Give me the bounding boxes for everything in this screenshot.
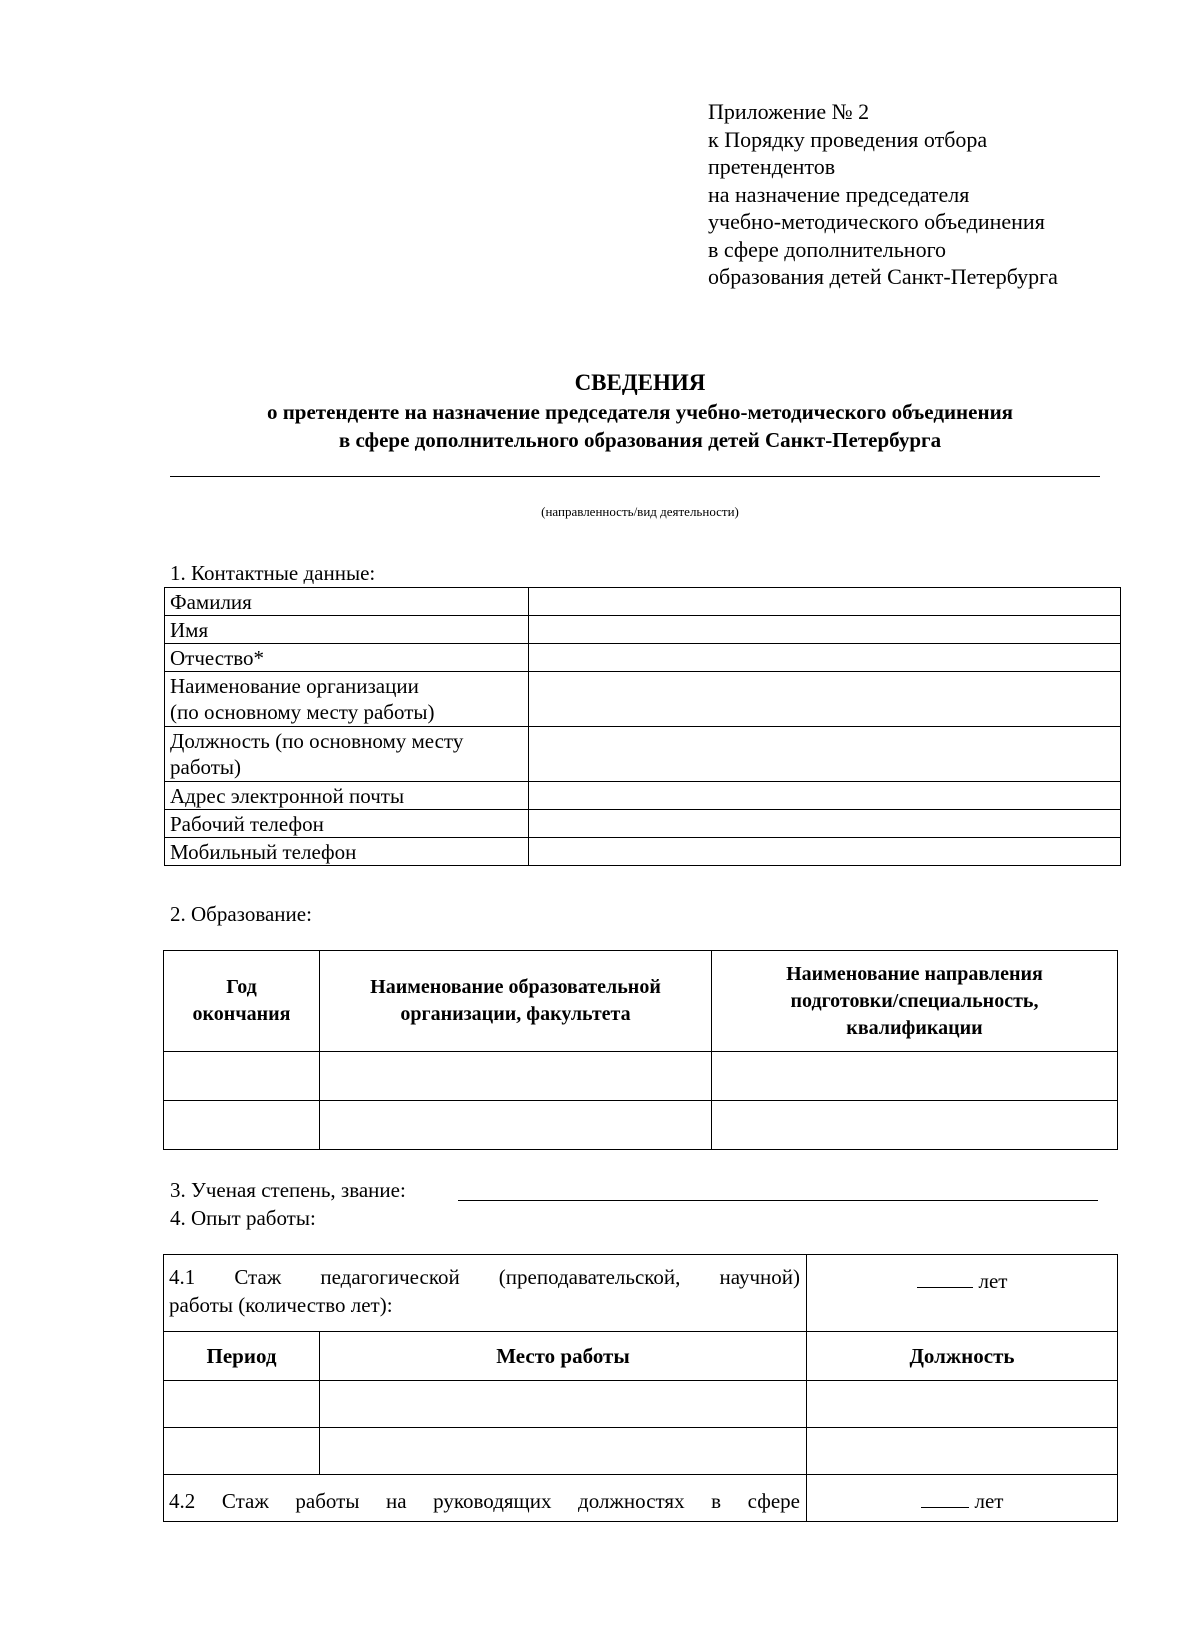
teaching-years-cell bbox=[807, 1255, 1118, 1332]
position-field[interactable] bbox=[529, 727, 1121, 782]
column-header-line: Наименование образовательной bbox=[370, 976, 661, 998]
email-field[interactable] bbox=[529, 782, 1121, 810]
table-row bbox=[165, 838, 1121, 866]
education-specialty-cell[interactable] bbox=[712, 1052, 1118, 1101]
years-unit: лет bbox=[978, 1269, 1008, 1293]
column-header-line: Год bbox=[226, 976, 257, 998]
position-label-line-2: работы) bbox=[170, 755, 242, 779]
position-cell[interactable] bbox=[807, 1381, 1118, 1428]
organization-label-line-2: (по основному месту работы) bbox=[170, 700, 435, 724]
table-row bbox=[165, 588, 1121, 616]
position-label-line-1: Должность (по основному месту bbox=[170, 729, 464, 753]
mobile-phone-label: Мобильный телефон bbox=[165, 838, 529, 866]
workplace-cell[interactable] bbox=[320, 1381, 807, 1428]
column-header-line: окончания bbox=[192, 1003, 291, 1025]
period-cell[interactable] bbox=[164, 1428, 320, 1475]
organization-field[interactable] bbox=[529, 672, 1121, 727]
education-specialty-cell[interactable] bbox=[712, 1101, 1118, 1150]
column-header-line: Наименование направления bbox=[786, 962, 1043, 985]
column-header-line: квалификации bbox=[846, 1016, 983, 1039]
table-row bbox=[164, 1428, 1118, 1475]
teaching-experience-line-2: работы (количество лет): bbox=[169, 1293, 393, 1317]
patronymic-label: Отчество* bbox=[165, 644, 529, 672]
teaching-experience-line-1: 4.1 Стаж педагогической (преподавательской, научной) bbox=[169, 1265, 800, 1289]
education-table bbox=[163, 950, 1118, 1150]
appendix-line: претендентов bbox=[708, 154, 836, 179]
column-header-institution bbox=[320, 951, 712, 1052]
table-row bbox=[164, 1475, 1118, 1522]
appendix-line: на назначение председателя bbox=[708, 181, 970, 207]
appendix-line: учебно-методического объединения bbox=[708, 209, 1045, 234]
patronymic-field[interactable] bbox=[529, 644, 1121, 672]
table-row bbox=[165, 644, 1121, 672]
experience-table bbox=[163, 1254, 1118, 1522]
mobile-phone-field[interactable] bbox=[529, 838, 1121, 866]
position-label bbox=[165, 727, 529, 782]
teaching-years-field[interactable] bbox=[917, 1267, 973, 1288]
education-institution-cell[interactable] bbox=[320, 1052, 712, 1101]
column-header-line: подготовки/специальность, bbox=[790, 989, 1039, 1012]
appendix-line: к Порядку проведения отбора bbox=[708, 126, 988, 152]
direction-caption: (направленность/вид деятельности) bbox=[541, 504, 739, 519]
contacts-heading: 1. Контактные данные: bbox=[170, 561, 376, 585]
table-header-row bbox=[164, 951, 1118, 1052]
workplace-cell[interactable] bbox=[320, 1428, 807, 1475]
table-row bbox=[165, 810, 1121, 838]
column-header-workplace: Место работы bbox=[320, 1332, 807, 1381]
work-phone-field[interactable] bbox=[529, 810, 1121, 838]
surname-field[interactable] bbox=[529, 588, 1121, 616]
column-header-period: Период bbox=[164, 1332, 320, 1381]
education-year-cell[interactable] bbox=[164, 1101, 320, 1150]
experience-heading: 4. Опыт работы: bbox=[170, 1206, 316, 1230]
degree-label: 3. Ученая степень, звание: bbox=[170, 1178, 406, 1202]
column-header-specialty bbox=[712, 951, 1118, 1052]
column-header-line: организации, факультета bbox=[400, 1003, 631, 1025]
table-row bbox=[164, 1381, 1118, 1428]
column-header-year bbox=[164, 951, 320, 1052]
table-row bbox=[165, 727, 1121, 782]
appendix-line: образования детей Санкт-Петербурга bbox=[708, 264, 1058, 289]
organization-label-line-1: Наименование организации bbox=[170, 674, 419, 698]
work-phone-label: Рабочий телефон bbox=[165, 810, 529, 838]
education-institution-cell[interactable] bbox=[320, 1101, 712, 1150]
management-years-cell bbox=[807, 1475, 1118, 1522]
education-heading: 2. Образование: bbox=[170, 902, 312, 926]
table-row bbox=[165, 616, 1121, 644]
column-header-position: Должность bbox=[807, 1332, 1118, 1381]
table-row bbox=[164, 1052, 1118, 1101]
table-row bbox=[165, 672, 1121, 727]
direction-field-line[interactable] bbox=[170, 476, 1100, 477]
position-cell[interactable] bbox=[807, 1428, 1118, 1475]
document-title: СВЕДЕНИЯ bbox=[574, 370, 706, 395]
document-subtitle-line-2: в сфере дополнительного образования детей Санкт-Петербурга bbox=[338, 428, 942, 452]
table-header-row bbox=[164, 1332, 1118, 1381]
table-row bbox=[164, 1255, 1118, 1332]
period-cell[interactable] bbox=[164, 1381, 320, 1428]
appendix-line: в сфере дополнительного bbox=[708, 236, 947, 262]
teaching-experience-label bbox=[164, 1255, 807, 1332]
management-years-field[interactable] bbox=[921, 1487, 969, 1508]
document-subtitle-line-1: о претенденте на назначение председателя учебно-методического объединения bbox=[266, 400, 1014, 424]
degree-field-line[interactable] bbox=[458, 1200, 1098, 1201]
organization-label bbox=[165, 672, 529, 727]
appendix-block bbox=[708, 98, 1058, 291]
email-label: Адрес электронной почты bbox=[165, 782, 529, 810]
contacts-table bbox=[164, 587, 1121, 866]
table-row bbox=[164, 1101, 1118, 1150]
education-year-cell[interactable] bbox=[164, 1052, 320, 1101]
table-row bbox=[165, 782, 1121, 810]
years-unit: лет bbox=[974, 1489, 1004, 1513]
surname-label: Фамилия bbox=[165, 588, 529, 616]
management-experience-label: 4.2 Стаж работы на руководящих должностях в сфере bbox=[164, 1475, 807, 1522]
appendix-line: Приложение № 2 bbox=[708, 99, 870, 124]
name-label: Имя bbox=[165, 616, 529, 644]
name-field[interactable] bbox=[529, 616, 1121, 644]
